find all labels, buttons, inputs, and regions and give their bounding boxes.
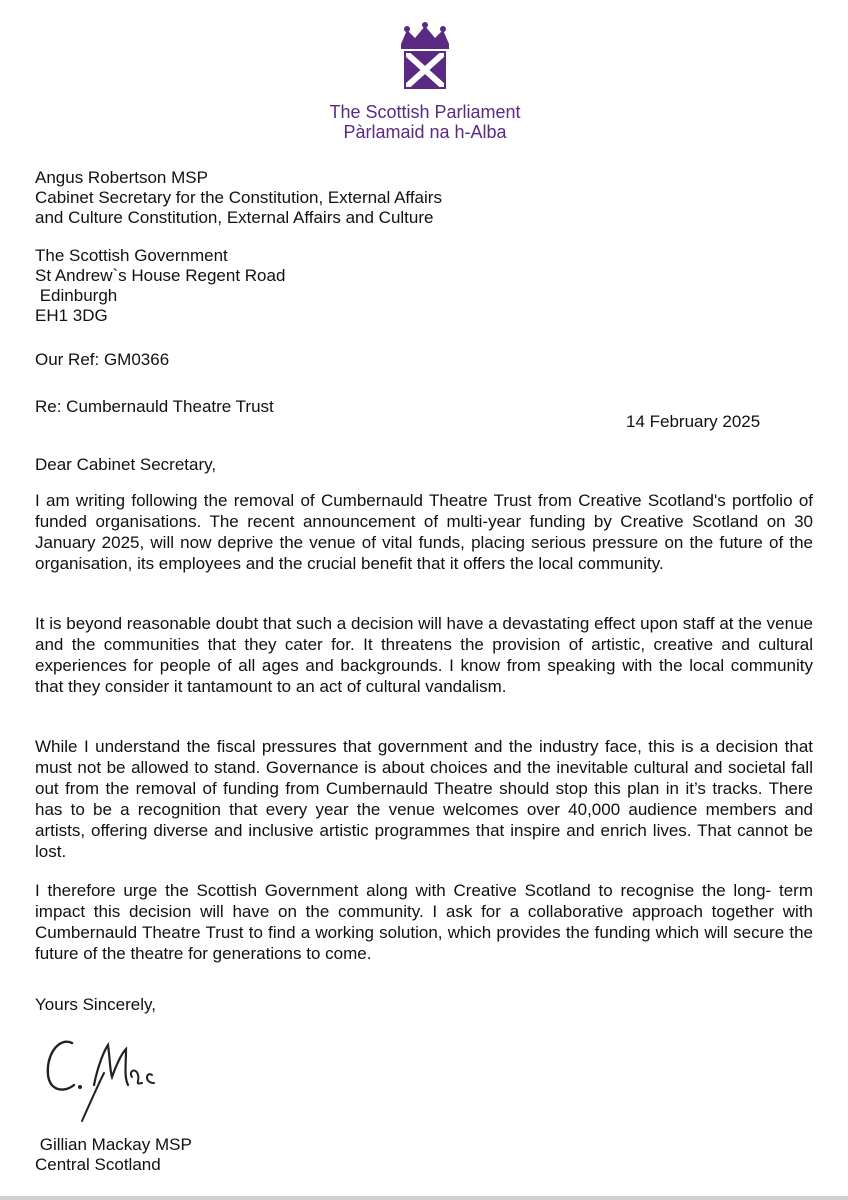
brand-name-english: The Scottish Parliament [329,102,521,122]
closing: Yours Sincerely, [35,995,156,1014]
handwritten-signature [38,1015,168,1130]
recipient-line: Cabinet Secretary for the Constitution, External Affairs [35,188,442,207]
signatory-block [35,1135,192,1175]
body-paragraph-1: I am writing following the removal of Cumbernauld Theatre Trust from Creative Scotland's portfolio of funded organisations. The recent announcement of multi-year funding by Creative Scotland on 30 January 2025, will now deprive the venue of vital funds, placing serious pressure on the future of the organisation, its employees and the crucial benefit that it offers the local community. [35,491,813,573]
address-block [35,246,285,326]
body-paragraph-3: While I understand the fiscal pressures that government and the industry face, this is a decision that must not be allowed to stand. Governance is about choices and the inevitable cultural and societal fall out from the removal of funding from Cumbernauld Theatre should stop this plan in it’s tracks. There has to be a recognition that every year the venue welcomes over 40,000 audience members and artists, offering diverse and inclusive artistic programmes that inspire and enrich lives. That cannot be lost. [35,737,813,861]
address-line: Edinburgh [35,286,118,305]
signatory-region: Central Scotland [35,1155,161,1174]
recipient-line: and Culture Constitution, External Affairs and Culture [35,208,434,227]
brand-name-gaelic: Pàrlamaid na h-Alba [343,122,507,142]
reference: Our Ref: GM0366 [35,350,170,369]
recipient-line: Angus Robertson MSP [35,168,208,187]
body-paragraph-2: It is beyond reasonable doubt that such a decision will have a devastating effect upon staff at the venue and the communities that they cater for. It threatens the provision of artistic, creative and cultural experiences for people of all ages and backgrounds. I know from speaking with the local community that they consider it tantamount to an act of cultural vandalism. [35,614,813,696]
address-line: EH1 3DG [35,306,108,325]
address-line: The Scottish Government [35,246,228,265]
salutation: Dear Cabinet Secretary, [35,455,217,474]
signature-graphic [38,1015,168,1125]
crown-saltire-icon [393,22,457,92]
letter-date: 14 February 2025 [626,412,761,431]
signatory-name: Gillian Mackay MSP [35,1135,192,1154]
subject-line: Re: Cumbernauld Theatre Trust [35,397,274,416]
recipient-block [35,168,442,228]
body-paragraph-4: I therefore urge the Scottish Government along with Creative Scotland to recognise the long- term impact this decision will have on the community. I ask for a collaborative approach together with Cumbernauld Theatre Trust to find a working solution, which provides the funding which will secure the future of the theatre for generations to come. [35,881,813,963]
address-line: St Andrew`s House Regent Road [35,266,286,285]
parliament-logo [320,22,530,142]
page-edge-divider [0,1196,848,1200]
